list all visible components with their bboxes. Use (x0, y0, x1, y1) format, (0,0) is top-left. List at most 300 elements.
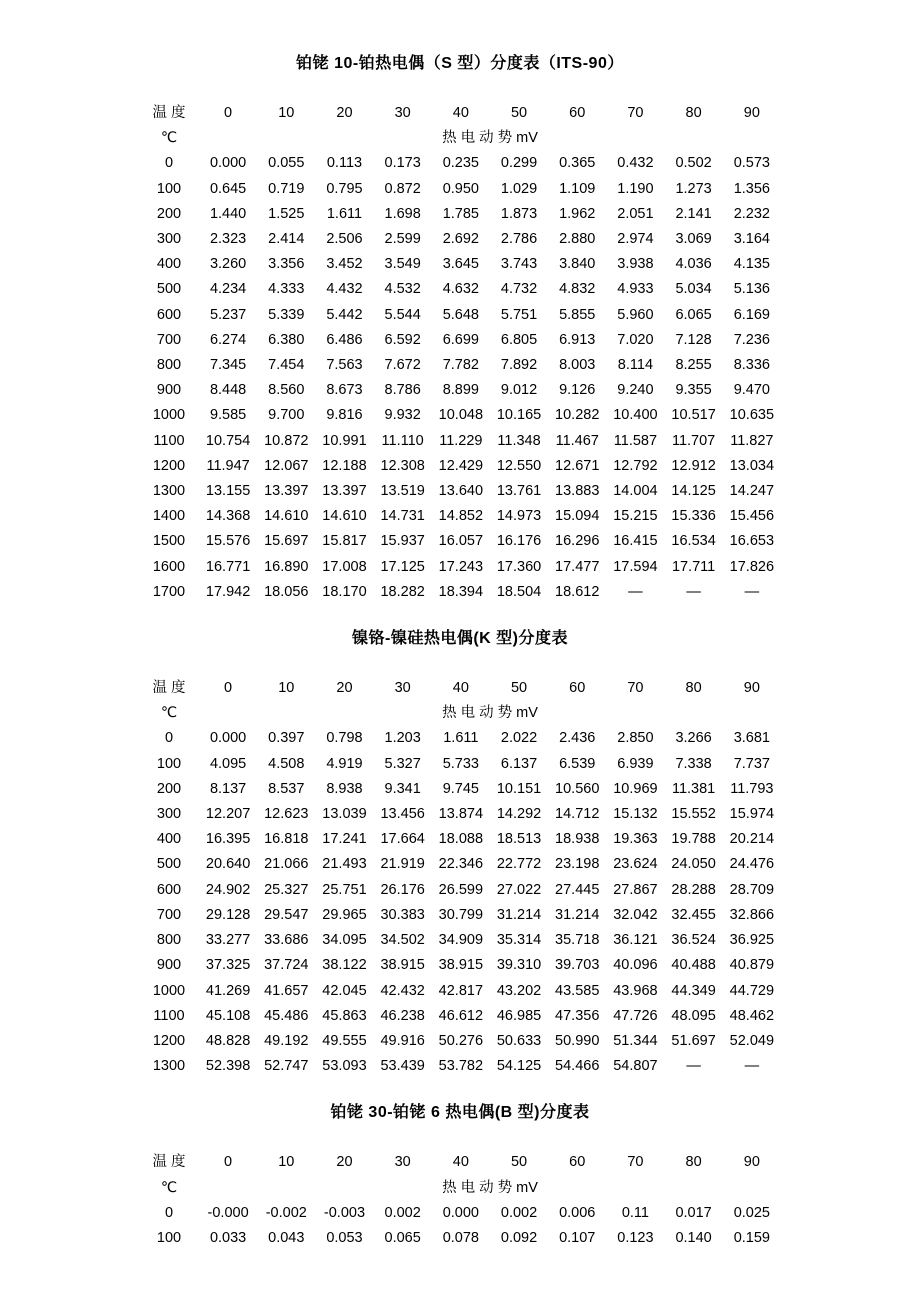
emf-value-cell: 5.855 (559, 306, 596, 323)
emf-value-cell: 2.022 (500, 730, 538, 747)
table-row (139, 328, 781, 353)
emf-value-cell: 10.991 (322, 432, 367, 449)
emf-value-cell: 50.276 (438, 1032, 484, 1049)
emf-value-cell: 36.121 (613, 932, 658, 949)
emf-value-cell: 2.506 (326, 231, 363, 248)
emf-value-cell: 13.039 (322, 806, 367, 823)
emf-value-cell: 6.169 (733, 306, 770, 323)
emf-value-cell: 38.915 (380, 957, 425, 974)
b-type-table-title: 铂铑 30-铂铑 6 热电偶(B 型)分度表 (330, 1104, 590, 1122)
table-row (139, 177, 781, 202)
offset-column-header: 0 (224, 680, 233, 697)
emf-value-cell: 15.697 (264, 533, 309, 550)
emf-value-cell: 29.547 (264, 906, 309, 923)
table-row (139, 529, 781, 554)
emf-value-cell: 4.234 (209, 281, 247, 298)
emf-value-cell: 24.050 (671, 856, 716, 873)
emf-value-cell: 13.761 (496, 483, 542, 500)
emf-value-cell: 53.782 (438, 1058, 484, 1075)
emf-value-cell: 1.698 (384, 205, 421, 222)
emf-value-cell: 14.712 (555, 806, 600, 823)
offset-column-header: 20 (336, 1154, 353, 1171)
emf-value-cell: 14.852 (438, 508, 484, 525)
emf-value-cell: 9.585 (209, 407, 247, 424)
emf-value-cell: 11.947 (206, 457, 250, 474)
emf-value-cell: 31.214 (555, 906, 600, 923)
emf-value-cell: 48.828 (205, 1032, 251, 1049)
table-row (139, 454, 781, 479)
emf-value-cell: 15.456 (729, 508, 775, 525)
offset-column-header: 40 (452, 680, 469, 697)
emf-value-cell: 0.033 (209, 1229, 247, 1246)
emf-value-cell: 3.356 (268, 256, 305, 273)
temperature-cell: 700 (156, 906, 182, 923)
emf-value-cell: 27.445 (555, 881, 600, 898)
emf-value-cell: 2.880 (559, 231, 596, 248)
s-type-table-section (0, 51, 920, 605)
temperature-column-header: 温 度 (152, 1154, 186, 1171)
emf-value-cell: 7.782 (442, 357, 479, 374)
emf-value-cell: 20.214 (729, 831, 775, 848)
emf-value-cell: 8.336 (733, 357, 770, 374)
emf-value-cell: 1.525 (268, 205, 305, 222)
emf-value-cell: 10.282 (555, 407, 600, 424)
emf-value-cell: 13.640 (438, 483, 484, 500)
emf-value-cell: 40.488 (671, 957, 716, 974)
emf-value-cell: 37.724 (264, 957, 309, 974)
emf-value-cell: 9.745 (442, 780, 479, 797)
emf-value-cell: 1.109 (559, 180, 596, 197)
emf-value-cell: — (628, 583, 643, 600)
header-row-offsets (139, 676, 781, 701)
emf-value-cell: 44.729 (729, 982, 775, 999)
emf-value-cell: 9.470 (733, 382, 770, 399)
emf-value-cell: 3.069 (675, 231, 712, 248)
offset-column-header: 70 (627, 105, 644, 121)
emf-value-cell: 10.635 (729, 407, 775, 424)
emf-value-cell: 3.266 (675, 730, 712, 747)
emf-value-cell: 9.012 (500, 382, 538, 399)
emf-value-cell: 54.466 (555, 1058, 600, 1075)
emf-value-cell: 0.113 (326, 155, 363, 172)
offset-column-header: 80 (685, 1154, 702, 1171)
temperature-cell: 300 (156, 806, 182, 823)
offset-column-header: 90 (743, 1154, 760, 1171)
emf-value-cell: 42.045 (322, 982, 367, 999)
emf-value-cell: 49.192 (264, 1032, 309, 1049)
temperature-cell: 800 (156, 932, 182, 949)
header-row-units (139, 701, 781, 726)
emf-value-cell: 52.747 (264, 1058, 309, 1075)
emf-value-cell: 0.002 (500, 1204, 538, 1221)
emf-value-cell: 6.065 (675, 306, 712, 323)
emf-value-cell: 3.681 (733, 730, 770, 747)
emf-value-cell: 45.486 (264, 1007, 309, 1024)
temperature-unit-cell: ℃ (160, 130, 178, 147)
emf-value-cell: 4.632 (442, 281, 479, 298)
offset-column-header: 30 (394, 105, 411, 121)
emf-value-cell: 46.238 (380, 1007, 425, 1024)
emf-value-cell: 17.826 (729, 558, 775, 575)
emf-value-cell: 2.692 (442, 231, 479, 248)
temperature-cell: 1600 (152, 558, 186, 575)
emf-value-cell: 26.599 (438, 881, 484, 898)
temperature-cell: 1500 (152, 533, 186, 550)
offset-column-header: 30 (394, 680, 411, 697)
table-row (139, 726, 781, 751)
emf-value-cell: 0.017 (675, 1204, 712, 1221)
offset-column-header: 80 (685, 680, 702, 697)
emf-value-cell: 3.260 (209, 256, 247, 273)
emf-value-cell: 8.786 (384, 382, 421, 399)
emf-value-cell: 1.873 (500, 205, 538, 222)
emf-value-cell: 9.240 (617, 382, 654, 399)
emf-value-cell: 50.990 (555, 1032, 600, 1049)
emf-value-cell: 17.942 (205, 583, 251, 600)
emf-value-cell: 33.686 (264, 932, 309, 949)
emf-value-cell: 1.273 (675, 180, 712, 197)
emf-value-cell: 43.968 (613, 982, 658, 999)
table-row (139, 479, 781, 504)
emf-value-cell: 12.792 (613, 457, 658, 474)
table-row (139, 555, 781, 580)
emf-value-cell: 5.136 (733, 281, 770, 298)
header-row-units (139, 126, 781, 151)
emf-value-cell: 7.345 (209, 357, 247, 374)
emf-value-cell: 40.879 (729, 957, 775, 974)
emf-value-cell: 13.519 (380, 483, 425, 500)
emf-value-cell: 0.235 (442, 155, 479, 172)
emf-value-cell: 11.381 (671, 780, 716, 797)
emf-value-cell: 0.055 (268, 155, 305, 172)
emf-value-cell: 6.913 (559, 331, 596, 348)
emf-value-cell: 0.432 (617, 155, 654, 172)
emf-value-cell: 24.902 (205, 881, 251, 898)
emf-value-cell: 7.563 (326, 357, 363, 374)
emf-value-cell: 0.002 (384, 1204, 421, 1221)
emf-value-cell: 0.365 (559, 155, 596, 172)
emf-value-cell: 16.176 (496, 533, 542, 550)
emf-value-cell: 22.772 (496, 856, 542, 873)
emf-value-cell: 48.095 (671, 1007, 716, 1024)
temperature-cell: 1200 (152, 1032, 186, 1049)
emf-value-cell: 1.440 (209, 205, 247, 222)
emf-value-cell: 39.703 (555, 957, 600, 974)
emf-value-cell: 2.974 (617, 231, 654, 248)
emf-value-cell: 1.203 (384, 730, 421, 747)
emf-value-cell: 30.799 (438, 906, 484, 923)
emf-value-cell: 19.788 (671, 831, 716, 848)
emf-value-cell: 3.645 (442, 256, 479, 273)
table-row (139, 580, 781, 605)
emf-value-cell: 4.933 (617, 281, 654, 298)
emf-value-cell: 18.938 (555, 831, 600, 848)
emf-value-cell: 10.151 (496, 780, 542, 797)
emf-value-cell: 6.274 (209, 331, 247, 348)
emf-unit-label-cell: 热 电 动 势 mV (442, 130, 538, 147)
offset-column-header: 60 (569, 105, 586, 121)
emf-value-cell: 9.932 (384, 407, 421, 424)
emf-value-cell: 6.699 (442, 331, 479, 348)
emf-value-cell: 15.336 (671, 508, 716, 525)
temperature-cell: 0 (164, 1204, 174, 1221)
temperature-cell: 1100 (153, 432, 185, 449)
emf-value-cell: 2.599 (384, 231, 421, 248)
emf-value-cell: 5.034 (675, 281, 712, 298)
emf-value-cell: 2.414 (268, 231, 305, 248)
emf-value-cell: 8.673 (326, 382, 363, 399)
emf-value-cell: 1.029 (500, 180, 538, 197)
emf-value-cell: 4.432 (326, 281, 363, 298)
temperature-cell: 1700 (152, 583, 186, 600)
emf-value-cell: 0.000 (209, 730, 247, 747)
emf-value-cell: 14.247 (729, 483, 775, 500)
temperature-cell: 100 (156, 755, 182, 772)
emf-value-cell: 0.950 (442, 180, 479, 197)
emf-value-cell: 4.532 (384, 281, 421, 298)
emf-value-cell: — (744, 1058, 760, 1075)
emf-value-cell: 49.555 (322, 1032, 367, 1049)
emf-value-cell: 15.552 (671, 806, 716, 823)
emf-value-cell: 32.866 (729, 906, 775, 923)
emf-value-cell: 11.348 (497, 432, 541, 449)
temperature-cell: 400 (156, 831, 182, 848)
emf-value-cell: 27.867 (613, 881, 658, 898)
emf-value-cell: 40.096 (613, 957, 658, 974)
table-row (139, 403, 781, 428)
emf-value-cell: 8.537 (268, 780, 305, 797)
emf-value-cell: 0.000 (442, 1204, 479, 1221)
temperature-unit-cell: ℃ (160, 1179, 178, 1196)
emf-value-cell: 15.576 (205, 533, 251, 550)
emf-value-cell: 0.043 (268, 1229, 305, 1246)
emf-value-cell: 19.363 (613, 831, 658, 848)
emf-value-cell: 15.937 (380, 533, 425, 550)
emf-value-cell: -0.002 (265, 1204, 307, 1221)
table-row (139, 151, 781, 176)
emf-value-cell: 12.671 (555, 457, 600, 474)
temperature-column-header: 温 度 (152, 105, 186, 121)
emf-value-cell: 27.022 (496, 881, 542, 898)
emf-value-cell: 54.807 (613, 1058, 658, 1075)
offset-column-header: 90 (743, 680, 760, 697)
temperature-cell: 200 (156, 205, 182, 222)
offset-column-header: 70 (627, 680, 644, 697)
emf-value-cell: 0.025 (733, 1204, 770, 1221)
emf-value-cell: 15.974 (729, 806, 775, 823)
offset-column-header: 10 (278, 1154, 295, 1171)
emf-value-cell: 5.327 (384, 755, 421, 772)
emf-value-cell: 25.751 (322, 881, 367, 898)
table-row (139, 202, 781, 227)
offset-column-header: 10 (278, 105, 295, 121)
offset-column-header: 60 (569, 1154, 586, 1171)
emf-unit-label-cell: 热 电 动 势 mV (442, 705, 538, 722)
emf-value-cell: 5.648 (442, 306, 479, 323)
emf-value-cell: 9.816 (326, 407, 363, 424)
emf-value-cell: 4.919 (326, 755, 363, 772)
emf-value-cell: 14.004 (613, 483, 658, 500)
emf-value-cell: 12.550 (496, 457, 542, 474)
temperature-cell: 600 (156, 306, 182, 323)
table-row (139, 928, 781, 953)
temperature-cell: 1000 (152, 982, 186, 999)
emf-value-cell: 16.296 (555, 533, 600, 550)
emf-value-cell: 2.051 (617, 205, 654, 222)
emf-value-cell: 28.288 (671, 881, 716, 898)
emf-value-cell: 7.672 (384, 357, 421, 374)
s-type-thermocouple-table (139, 101, 781, 605)
table-row (139, 827, 781, 852)
emf-value-cell: 46.985 (496, 1007, 542, 1024)
emf-value-cell: 7.236 (733, 331, 770, 348)
offset-column-header: 50 (510, 680, 528, 697)
emf-value-cell: 0.719 (268, 180, 305, 197)
emf-value-cell: 18.612 (555, 583, 600, 600)
emf-value-cell: 5.751 (500, 306, 538, 323)
emf-value-cell: 48.462 (729, 1007, 775, 1024)
temperature-cell: 1100 (153, 1007, 185, 1024)
emf-value-cell: 0.107 (559, 1229, 596, 1246)
table-row (139, 227, 781, 252)
emf-value-cell: 0.000 (209, 155, 247, 172)
emf-value-cell: 5.733 (442, 755, 479, 772)
table-row (139, 303, 781, 328)
emf-value-cell: 18.056 (264, 583, 309, 600)
emf-value-cell: 8.899 (442, 382, 479, 399)
emf-value-cell: 14.125 (671, 483, 716, 500)
emf-value-cell: 9.126 (559, 382, 596, 399)
emf-value-cell: 36.524 (671, 932, 716, 949)
emf-value-cell: 17.243 (438, 558, 484, 575)
emf-value-cell: 0.11 (621, 1204, 649, 1221)
table-row (139, 429, 781, 454)
offset-column-header: 0 (224, 1154, 233, 1171)
emf-value-cell: 0.092 (500, 1229, 538, 1246)
table-row (139, 1029, 781, 1054)
emf-value-cell: 42.432 (380, 982, 425, 999)
emf-value-cell: 14.368 (205, 508, 251, 525)
table-row (139, 752, 781, 777)
emf-value-cell: 11.827 (730, 432, 774, 449)
emf-value-cell: 21.493 (322, 856, 367, 873)
temperature-cell: 1300 (152, 1058, 186, 1075)
emf-value-cell: 18.513 (496, 831, 542, 848)
emf-value-cell: 12.308 (380, 457, 425, 474)
emf-value-cell: 17.241 (322, 831, 367, 848)
emf-value-cell: 8.255 (675, 357, 712, 374)
emf-value-cell: 28.709 (729, 881, 775, 898)
offset-column-header: 10 (278, 680, 295, 697)
emf-value-cell: 1.962 (559, 205, 596, 222)
emf-value-cell: — (686, 583, 701, 600)
emf-value-cell: 8.003 (559, 357, 596, 374)
emf-value-cell: 0.053 (326, 1229, 363, 1246)
table-row (139, 1004, 781, 1029)
emf-value-cell: 6.805 (500, 331, 538, 348)
emf-value-cell: — (686, 1058, 701, 1075)
emf-value-cell: 17.360 (496, 558, 542, 575)
temperature-cell: 1200 (152, 457, 186, 474)
emf-value-cell: 18.088 (438, 831, 484, 848)
emf-value-cell: 52.049 (729, 1032, 775, 1049)
emf-value-cell: 11.110 (381, 432, 424, 449)
emf-value-cell: 34.095 (322, 932, 367, 949)
emf-value-cell: 45.108 (205, 1007, 251, 1024)
emf-value-cell: 14.973 (496, 508, 542, 525)
emf-value-cell: 6.486 (326, 331, 363, 348)
emf-value-cell: 16.818 (264, 831, 309, 848)
header-row-offsets (139, 101, 781, 126)
emf-value-cell: — (744, 583, 760, 600)
b-type-thermocouple-table (139, 1150, 781, 1251)
emf-value-cell: 4.135 (733, 256, 770, 273)
emf-value-cell: 0.006 (559, 1204, 596, 1221)
emf-value-cell: 16.057 (438, 533, 484, 550)
emf-value-cell: 1.611 (443, 730, 479, 747)
emf-value-cell: 4.095 (209, 755, 247, 772)
k-type-table-section (0, 626, 920, 1079)
offset-column-header: 60 (569, 680, 586, 697)
emf-value-cell: 0.795 (326, 180, 363, 197)
table-row (139, 1201, 781, 1226)
emf-value-cell: 4.508 (268, 755, 305, 772)
emf-value-cell: 3.938 (617, 256, 654, 273)
emf-value-cell: 23.198 (555, 856, 600, 873)
emf-value-cell: 0.645 (209, 180, 247, 197)
header-row-offsets (139, 1150, 781, 1175)
table-row (139, 378, 781, 403)
temperature-cell: 900 (156, 382, 182, 399)
emf-value-cell: 0.573 (733, 155, 770, 172)
emf-value-cell: 9.700 (268, 407, 305, 424)
emf-value-cell: 46.612 (438, 1007, 484, 1024)
offset-column-header: 20 (336, 105, 353, 121)
emf-value-cell: 49.916 (380, 1032, 425, 1049)
emf-value-cell: 42.817 (438, 982, 484, 999)
emf-value-cell: 22.346 (438, 856, 484, 873)
table-row (139, 777, 781, 802)
emf-value-cell: 11.793 (730, 780, 774, 797)
emf-value-cell: 6.539 (559, 755, 596, 772)
emf-value-cell: 13.883 (555, 483, 600, 500)
emf-value-cell: 13.874 (438, 806, 484, 823)
emf-value-cell: 10.517 (671, 407, 716, 424)
offset-column-header: 50 (510, 1154, 528, 1171)
emf-value-cell: 10.872 (264, 432, 309, 449)
emf-value-cell: 12.207 (205, 806, 251, 823)
temperature-cell: 0 (164, 155, 174, 172)
temperature-cell: 600 (156, 881, 182, 898)
emf-value-cell: 35.314 (496, 932, 542, 949)
emf-value-cell: 6.939 (617, 755, 654, 772)
emf-value-cell: 45.863 (322, 1007, 367, 1024)
emf-value-cell: 0.159 (733, 1229, 770, 1246)
temperature-unit-cell: ℃ (160, 705, 178, 722)
emf-value-cell: 14.731 (380, 508, 425, 525)
emf-value-cell: 7.892 (500, 357, 538, 374)
emf-value-cell: 2.786 (500, 231, 538, 248)
emf-value-cell: 7.338 (675, 755, 712, 772)
table-row (139, 878, 781, 903)
emf-value-cell: 13.397 (264, 483, 309, 500)
emf-value-cell: 50.633 (496, 1032, 542, 1049)
emf-value-cell: 17.125 (380, 558, 425, 575)
emf-value-cell: 11.229 (439, 432, 483, 449)
emf-value-cell: 17.664 (380, 831, 425, 848)
emf-value-cell: 21.066 (264, 856, 309, 873)
emf-value-cell: 16.653 (729, 533, 775, 550)
